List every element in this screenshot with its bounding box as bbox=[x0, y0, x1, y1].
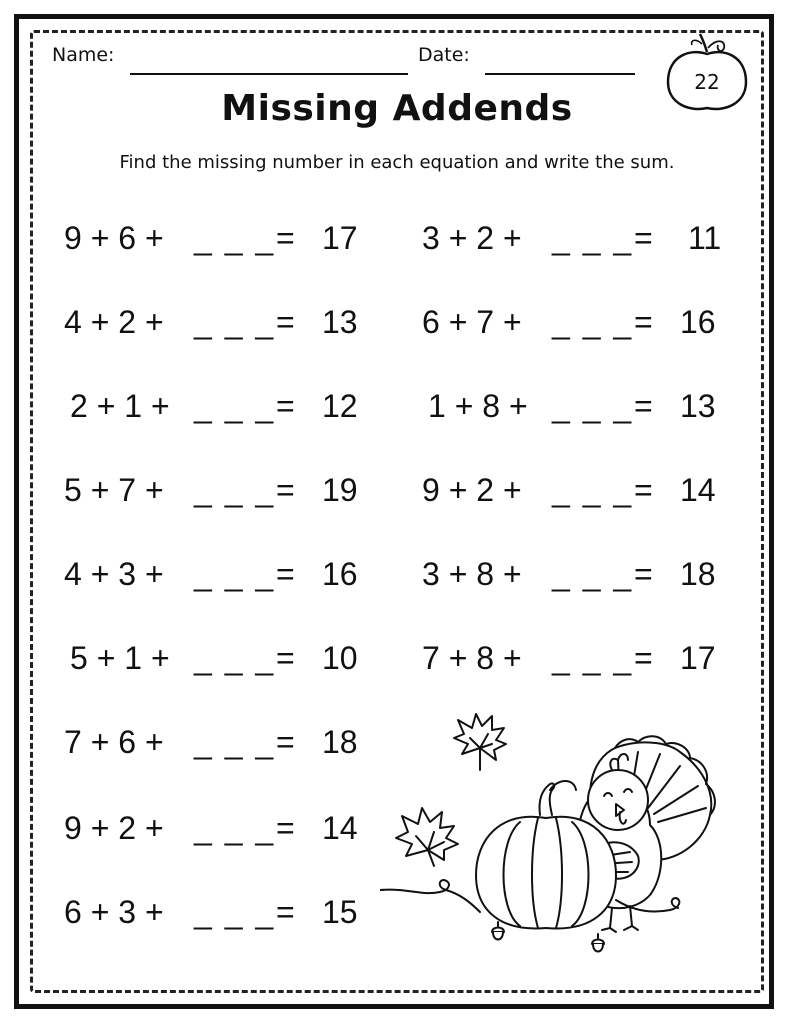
answer-blank[interactable]: _ _ _ bbox=[552, 388, 634, 424]
answer-blank[interactable]: _ _ _ bbox=[194, 810, 276, 846]
equation-expression: 6 + 3 + bbox=[64, 894, 164, 930]
equation-sum: 18 bbox=[680, 556, 716, 592]
equation-left-6 bbox=[64, 636, 364, 680]
equation-sum: 13 bbox=[322, 304, 358, 340]
name-label: Name: bbox=[52, 44, 115, 66]
equals-sign: = bbox=[276, 640, 295, 676]
equation-expression: 7 + 8 + bbox=[422, 640, 522, 676]
equation-sum: 11 bbox=[688, 220, 722, 256]
equals-sign: = bbox=[276, 810, 295, 846]
equals-sign: = bbox=[634, 640, 653, 676]
acorn-icon bbox=[592, 934, 604, 952]
equation-sum: 18 bbox=[322, 724, 358, 760]
equation-sum: 10 bbox=[322, 640, 358, 676]
equation-left-3 bbox=[64, 384, 364, 428]
equation-right-6 bbox=[422, 636, 722, 680]
answer-blank[interactable]: _ _ _ bbox=[194, 894, 276, 930]
equation-expression: 5 + 7 + bbox=[64, 472, 164, 508]
page-number: 22 bbox=[694, 70, 720, 94]
equation-right-5 bbox=[422, 552, 722, 596]
equals-sign: = bbox=[634, 220, 653, 256]
equation-expression: 6 + 7 + bbox=[422, 304, 522, 340]
equals-sign: = bbox=[276, 894, 295, 930]
answer-blank[interactable]: _ _ _ bbox=[552, 472, 634, 508]
equation-left-8 bbox=[64, 806, 364, 850]
answer-blank[interactable]: _ _ _ bbox=[194, 640, 276, 676]
equation-expression: 1 + 8 + bbox=[428, 388, 528, 424]
answer-blank[interactable]: _ _ _ bbox=[552, 640, 634, 676]
answer-blank[interactable]: _ _ _ bbox=[552, 556, 634, 592]
equation-sum: 17 bbox=[322, 220, 358, 256]
equation-sum: 15 bbox=[322, 894, 358, 930]
answer-blank[interactable]: _ _ _ bbox=[552, 304, 634, 340]
equation-expression: 9 + 2 + bbox=[422, 472, 522, 508]
equals-sign: = bbox=[276, 388, 295, 424]
equation-expression: 3 + 8 + bbox=[422, 556, 522, 592]
equation-left-7 bbox=[64, 720, 364, 764]
equation-sum: 17 bbox=[680, 640, 716, 676]
equation-left-2 bbox=[64, 300, 364, 344]
date-label: Date: bbox=[418, 44, 470, 66]
equation-left-4 bbox=[64, 468, 364, 512]
equation-sum: 16 bbox=[680, 304, 716, 340]
equation-expression: 2 + 1 + bbox=[70, 388, 170, 424]
equation-expression: 3 + 2 + bbox=[422, 220, 522, 256]
equation-right-3 bbox=[422, 384, 722, 428]
equation-sum: 13 bbox=[680, 388, 716, 424]
equals-sign: = bbox=[276, 220, 295, 256]
equals-sign: = bbox=[276, 472, 295, 508]
answer-blank[interactable]: _ _ _ bbox=[194, 388, 276, 424]
equation-expression: 4 + 3 + bbox=[64, 556, 164, 592]
instructions: Find the missing number in each equation and write the sum. bbox=[119, 152, 675, 173]
equation-expression: 9 + 2 + bbox=[64, 810, 164, 846]
equation-expression: 9 + 6 + bbox=[64, 220, 164, 256]
equation-sum: 14 bbox=[680, 472, 716, 508]
equation-sum: 16 bbox=[322, 556, 358, 592]
maple-leaf-icon bbox=[454, 714, 506, 770]
turkey-pumpkin-illustration bbox=[380, 700, 740, 970]
equation-right-1 bbox=[422, 216, 722, 260]
equals-sign: = bbox=[276, 724, 295, 760]
answer-blank[interactable]: _ _ _ bbox=[194, 556, 276, 592]
name-field-line[interactable] bbox=[130, 73, 408, 75]
equation-right-4 bbox=[422, 468, 722, 512]
equation-left-9 bbox=[64, 890, 364, 934]
equals-sign: = bbox=[634, 472, 653, 508]
equation-sum: 12 bbox=[322, 388, 358, 424]
date-field-line[interactable] bbox=[485, 73, 635, 75]
equals-sign: = bbox=[634, 556, 653, 592]
answer-blank[interactable]: _ _ _ bbox=[552, 220, 634, 256]
equation-left-1 bbox=[64, 216, 364, 260]
equation-sum: 19 bbox=[322, 472, 358, 508]
page-title: Missing Addends bbox=[221, 88, 573, 129]
acorn-icon bbox=[492, 922, 504, 940]
equation-left-5 bbox=[64, 552, 364, 596]
equation-expression: 4 + 2 + bbox=[64, 304, 164, 340]
equals-sign: = bbox=[276, 556, 295, 592]
equation-expression: 5 + 1 + bbox=[70, 640, 170, 676]
equation-right-2 bbox=[422, 300, 722, 344]
equation-expression: 7 + 6 + bbox=[64, 724, 164, 760]
answer-blank[interactable]: _ _ _ bbox=[194, 724, 276, 760]
maple-leaf-icon bbox=[396, 808, 458, 866]
answer-blank[interactable]: _ _ _ bbox=[194, 220, 276, 256]
answer-blank[interactable]: _ _ _ bbox=[194, 472, 276, 508]
equation-sum: 14 bbox=[322, 810, 358, 846]
equals-sign: = bbox=[276, 304, 295, 340]
equals-sign: = bbox=[634, 304, 653, 340]
equals-sign: = bbox=[634, 388, 653, 424]
answer-blank[interactable]: _ _ _ bbox=[194, 304, 276, 340]
